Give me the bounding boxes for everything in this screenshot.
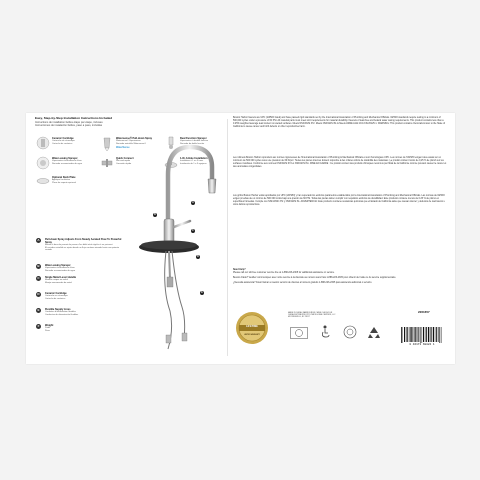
help-spanish: ¿Necesita asistencia? Favor llamar a nuestro servicio de clientes al número gratuito 1-888-226-2305 para asistencia adicional o servicio. bbox=[233, 281, 373, 284]
feature-deck-plate: Optional Deck Plate Applique facultative Placa de soporte opcional bbox=[52, 176, 76, 184]
lifetime-warranty-badge bbox=[235, 311, 269, 345]
paragraph-french: Les robinets Boston Harbor répondent aux normes rigoureuses de l'International Association of Plumbing & Mechanical Officials et sont homologués UPC. Les normes de l'IAPMO exigent des essais sur un minimum de 500 000 cycles sous une pression de 60 lb/po². Toutes les pièces internes doivent répondre à des critères stricts de durabilité des matériaux. Le produit contient moins de 0,25 % de plomb sur les surfaces mouillées. Conforme aux normes NSF/ANSI 372 et NSF/ANSI 61. MISE EN GARDE : Ce produit contient des produits chimiques reconnus par l'État de la Californie comme pouvant causer le cancer et des anomalies congénitales. bbox=[233, 157, 447, 168]
feature-ceramic-cartridge: Ceramic Cartridge Cartouche de céramique Cartucho de cerámica bbox=[52, 137, 75, 145]
model-number: 2261657 bbox=[418, 310, 430, 314]
watersense-logo: WaterSense bbox=[116, 146, 130, 149]
faucet-illustration bbox=[130, 139, 226, 359]
faucet-label-b: B bbox=[154, 214, 156, 216]
quick-connect-icon bbox=[100, 156, 114, 170]
badge-line1: LIFETIME bbox=[246, 325, 258, 328]
intro-sub-es: Instrucciones de instalación fáciles, paso a paso, incluidas bbox=[35, 123, 103, 127]
feature-dual-sprayer: Dual Function Sprayer Vaporisateur à double fonction Rociador de doble función bbox=[180, 137, 209, 145]
faucet-label-c: C bbox=[192, 230, 194, 232]
intro-title: Easy, Step-by-Step Installation Instructions Included bbox=[35, 116, 113, 120]
cartridge-icon bbox=[36, 136, 50, 150]
help-english: Please call our toll-free customer service line at 1-888-226-2305 for additional assistance or service. bbox=[233, 271, 335, 274]
help-block bbox=[233, 269, 447, 285]
intro-sub-fr: Instructions de installation faciles étape par étape, incluses bbox=[35, 120, 103, 124]
accessibility-icon bbox=[320, 325, 330, 339]
help-french: Besoin d'aide? Veuillez communiquer avec notre service à la clientèle au numéro sans frais 1-888-226-2305 pour obtenir de l'aide ou du service supplémentaire. bbox=[233, 276, 397, 279]
feature-quick-connect: Quick Connect Raccord rapide Conexión rápida bbox=[116, 157, 134, 165]
paragraph-english: Boston Harbor faucets are UPC (IAPMO listed) and have passed rigid standards set by the International Association of Plumbing and Mechanical Officials. IAPMO standards require testing to a minimum of 500,000 cycles under a pressure of 60 PSI. All material parts must meet strict requirements for material durability. Faucets of lead-free and federal water saving requirements. This product contains less than a 0.25% weighted average lead content on wetted surfaces. Meets NSF/ANSI 372. Meets NSF/ANSI 61 & Meets ASME A112.18.1/CSA B125.1. WARNING: This product contains chemicals known to the State of California to cause cancer and birth defects or other reproductive harm. bbox=[233, 117, 446, 128]
intro-block bbox=[35, 117, 155, 127]
instruction-card: Easy, Step-by-Step Installation Instructions Included Instructions de installation faciles étape par étape, incluses Instrucciones de instalación fáciles, paso a paso, incluidas Ceramic Cartridge Cartouche de céramique Cartucho de cerámica Watersense® Pull-down Spray Watersense® Vaporisateur Rociador extraíble Watersense® WaterSense Dual Function Sprayer Vaporisateur à double fonction Rociador de doble función Water-saving Sprayer Vaporisateur économiseur d'eau Rociador economizador de agua Quick Connect Raccord rapide Conexión rápida 1-Or-3-Hole Installation Installation à 1 ou 3 trous Instalación de 1 o 3 agujeros Optional Deck Plate Applique facultative Placa de soporte opcional A B C D E A Pull-down Spray Adjusts From Steady Aerated Flow To Powerful Spray Bouton à bascule permet de passer d'un débit aéré régulier à un puissant El rociador extraíble se ajusta desde un flujo continuo aireado hasta una potente rociada B Water-saving Sprayer Vaporisateur économiseur d'eau Rociador economizador de agua C Single Metal Lever Handle Manette unique en métal Manija monomando de metal D Ceramic Cartridge Cartouche en céramique Cartucho de cerámica E Flexible Supply Lines Conduites d'alimentation flexibles Conductos de alimentación flexibles F Weight Poids Peso Boston Harbor faucets are UPC (IAPMO listed) and have passed rigid standards set by the International Association of Plumbing and Mechanical Officials. IAPMO standards require testing to a minimum of 500,000 cycles under a pressure of 60 PSI. All material parts must meet strict requirements for material durability. Faucets of lead-free and federal water saving requirements. This product contains less than a 0.25% weighted average lead content on wetted surfaces. Meets NSF/ANSI 372. Meets NSF/ANSI 61 & Meets ASME A112.18.1/CSA B125.1. WARNING: This product contains chemicals known to the State of California to cause cancer and birth defects or other reproductive harm. Les robinets Boston Harbor répondent aux normes rigoureuses de l'International Association of Plumbing & Mechanical Officials et sont homologués UPC. Les normes de l'IAPMO exigent des essais sur un minimum de 500 000 cycles sous une pression de 60 lb/po². Toutes les pièces internes doivent répondre à des critères stricts de durabilité des matériaux. Le produit contient moins de 0,25 % de plomb sur les surfaces mouillées. Conforme aux normes NSF/ANSI 372 et NSF/ANSI 61. MISE EN GARDE : Ce produit contient des produits chimiques reconnus par l'État de la Californie comme pouvant causer le cancer et des anomalies congénitales. Los grifos Boston Harbor están aprobados por UPC (IAPMO) y han superado los estrictos parámetros establecidos por la International Association of Plumbing and Mechanical Officials. Las normas de IAPMO exigen pruebas de un mínimo de 500 000 ciclos bajo una presión de 60 PSI. Todas las piezas deben cumplir con requisitos estrictos de durabilidad. Este producto contiene menos de 0.25 % de plomo en superficies húmedas. Cumple con NSF/ANSI 372 y NSF/ANSI 61. ADVERTENCIA: Este producto contiene sustancias químicas que el Estado de California sabe que causan cáncer y defectos de nacimiento u otros daños reproductivos. Need Help? Please call our toll-free customer service line at 1-888-226-2305 for additional assistance or service. Besoin d'aide? Veuillez communiquer avec notre service à la clientèle au numéro sans frais 1-888-226-2305 pour obtenir de l'aide ou du service supplémentaire. ¿Necesita asistencia? Favor llamar a nuestro servicio de clientes al número gratuito 1-888-226-2305 para asistencia adicional o servicio. LIFETIME LIMITED WARRANTY MADE IN CHINA / FABRIQUÉ EN CHINE / HECHO EN CHINA DISTRIBUTED BY LOWE'S HOME CENTERS, LLC MOORESVILLE, NC 28117 2261657 0 46173 68824 1 bbox=[26, 113, 455, 364]
upc-cert-icon bbox=[290, 327, 308, 339]
faucet-label-d: D bbox=[197, 256, 199, 258]
pulldown-spray-icon bbox=[100, 136, 114, 152]
need-help-heading: Need Help? bbox=[233, 269, 246, 271]
water-saving-icon bbox=[36, 156, 50, 170]
made-in-text: MADE IN CHINA / FABRIQUÉ EN CHINE / HECHO EN CHINA DISTRIBUTED BY LOWE'S HOME CENTERS, LLC MOORESVILLE, NC 28117 bbox=[288, 312, 336, 318]
paragraph-spanish: Los grifos Boston Harbor están aprobados por UPC (IAPMO) y han superado los estrictos parámetros establecidos por la International Association of Plumbing and Mechanical Officials. Las normas de IAPMO exigen pruebas de un mínimo de 500 000 ciclos bajo una presión de 60 PSI. Todas las piezas deben cumplir con requisitos estrictos de durabilidad. Este producto contiene menos de 0.25 % de plomo en superficies húmedas. Cumple con NSF/ANSI 372 y NSF/ANSI 61. ADVERTENCIA: Este producto contiene sustancias químicas que el Estado de California sabe que causan cáncer y defectos de nacimiento u otros daños reproductivos. bbox=[233, 195, 445, 206]
feature-water-saving: Water-saving Sprayer Vaporisateur économiseur d'eau Rociador economizador de agua bbox=[52, 157, 83, 165]
barcode-digits: 0 46173 68824 1 bbox=[409, 343, 435, 346]
cupc-cert-icon bbox=[343, 325, 357, 339]
faucet-label-a: A bbox=[192, 202, 194, 204]
deck-plate-icon bbox=[36, 176, 50, 186]
recycle-icon bbox=[367, 326, 381, 339]
badge-line2: LIMITED WARRANTY bbox=[243, 335, 261, 336]
feature-hole-install: 1-Or-3-Hole Installation Installation à 1 ou 3 trous Instalación de 1 o 3 agujeros bbox=[180, 157, 208, 165]
feature-pulldown-spray: Watersense® Pull-down Spray Watersense® Vaporisateur Rociador extraíble Watersense® WaterSense bbox=[116, 137, 160, 149]
faucet-label-e: E bbox=[201, 292, 203, 294]
